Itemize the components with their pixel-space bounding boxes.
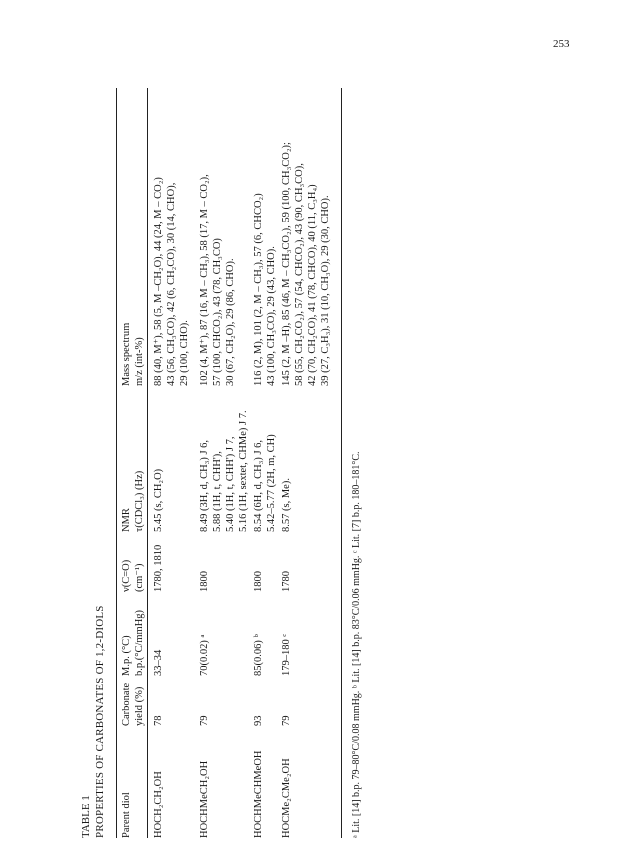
page-number: 253 [553,38,570,50]
cell-ir: 1800 [253,571,264,592]
cell-mp: 85(0.06) ᵇ [253,634,264,676]
table-title: PROPERTIES OF CARBONATES OF 1,2-DIOLS [94,605,106,838]
cell-mass-spectrum: 102 (4, M⁺), 87 (16, M – CH₃), 58 (17, M – CO₂), 57 (100, CHCO₂), 43 (78, CH₃CO) 30 (67, CH₂O), 29 (86, CHO). [199,174,236,386]
header-ir: ν(C=O) (cm⁻¹) [121,559,145,592]
header-mass-spectrum: Mass spectrum m/z (int-%) [121,322,145,386]
cell-mp: 179–180 ᶜ [281,633,292,676]
cell-mass-spectrum: 88 (40, M⁺), 58 (5, M –CH₂O), 44 (24, M – CO₂) 43 (56, CH₃CO), 42 (6, CH₂CO), 30 (14, CHO), 29 (100, CHO). [153,177,190,386]
cell-ir: 1780, 1810 [153,544,164,592]
cell-mp: 70(0.02) ᵃ [199,634,210,676]
cell-mp: 33–34 [153,649,164,676]
cell-mass-spectrum: 145 (2, M –H), 85 (46, M – CH₃CO₂), 59 (100, CH₃CO₂); 58 (55, CH₂CO₂), 57 (54, CHCO₂), 43 (90, CH₃CO), 42 (70, CH₂CO), 41 (78, CHCO), 40 (11, C₃H₄) 39 (27, C₃H₃), 31 (10, CH₃O), 29 (30, CHO). [281,142,331,386]
cell-ir: 1800 [199,571,210,592]
cell-ir: 1780 [281,571,292,592]
bottom-rule [341,88,342,838]
cell-yield: 79 [199,715,210,726]
rotated-table-block [80,78,370,838]
cell-diol: HOCH₂CH₂OH [153,771,164,838]
table-footnote: ᵃ Lit. [14] b.p. 79–80°C/0.08 mmHg. ᵇ Lit. [14] b.p. 83°C/0.06 mmHg. ᶜ Lit. [7] b.p. 180–181°C. [351,451,362,838]
cell-yield: 93 [253,715,264,726]
cell-nmr: 5.45 (s, CH₂O) [153,468,164,532]
cell-diol: HOCMe₂CMe₂OH [281,758,292,838]
header-nmr: NMR τ(CDCl₃) (Hz) [121,470,145,532]
cell-nmr: 8.54 (6H, d, CH₃) J 6, 5.42–5.77 (2H, m, CH) [253,434,277,532]
cell-diol: HOCHMeCH₂OH [199,760,210,838]
header-yield: Carbonate yield (%) [121,682,145,726]
cell-yield: 79 [281,715,292,726]
header-mp-bp: M.p. (°C) b.p.(°C/mmHg) [121,609,145,676]
top-rule [116,88,117,838]
header-rule [147,88,148,838]
cell-mass-spectrum: 116 (2, M), 101 (2, M – CH₃), 57 (6, CHCO₂) 43 (100, CH₃CO), 29 (43, CHO). [253,193,277,386]
cell-yield: 78 [153,715,164,726]
cell-nmr: 8.49 (3H, d, CH₃) J 6, 5.88 (1H, t, CHH'), 5.40 (1H, t, CHH') J 7, 5.16 (1H, sextet, CHMe) J 7. [199,410,249,532]
table-label: TABLE 1 [80,795,92,838]
cell-nmr: 8.57 (s, Me). [281,478,292,532]
cell-diol: HOCHMeCHMeOH [253,750,264,838]
header-parent-diol: Parent diol [121,792,132,838]
